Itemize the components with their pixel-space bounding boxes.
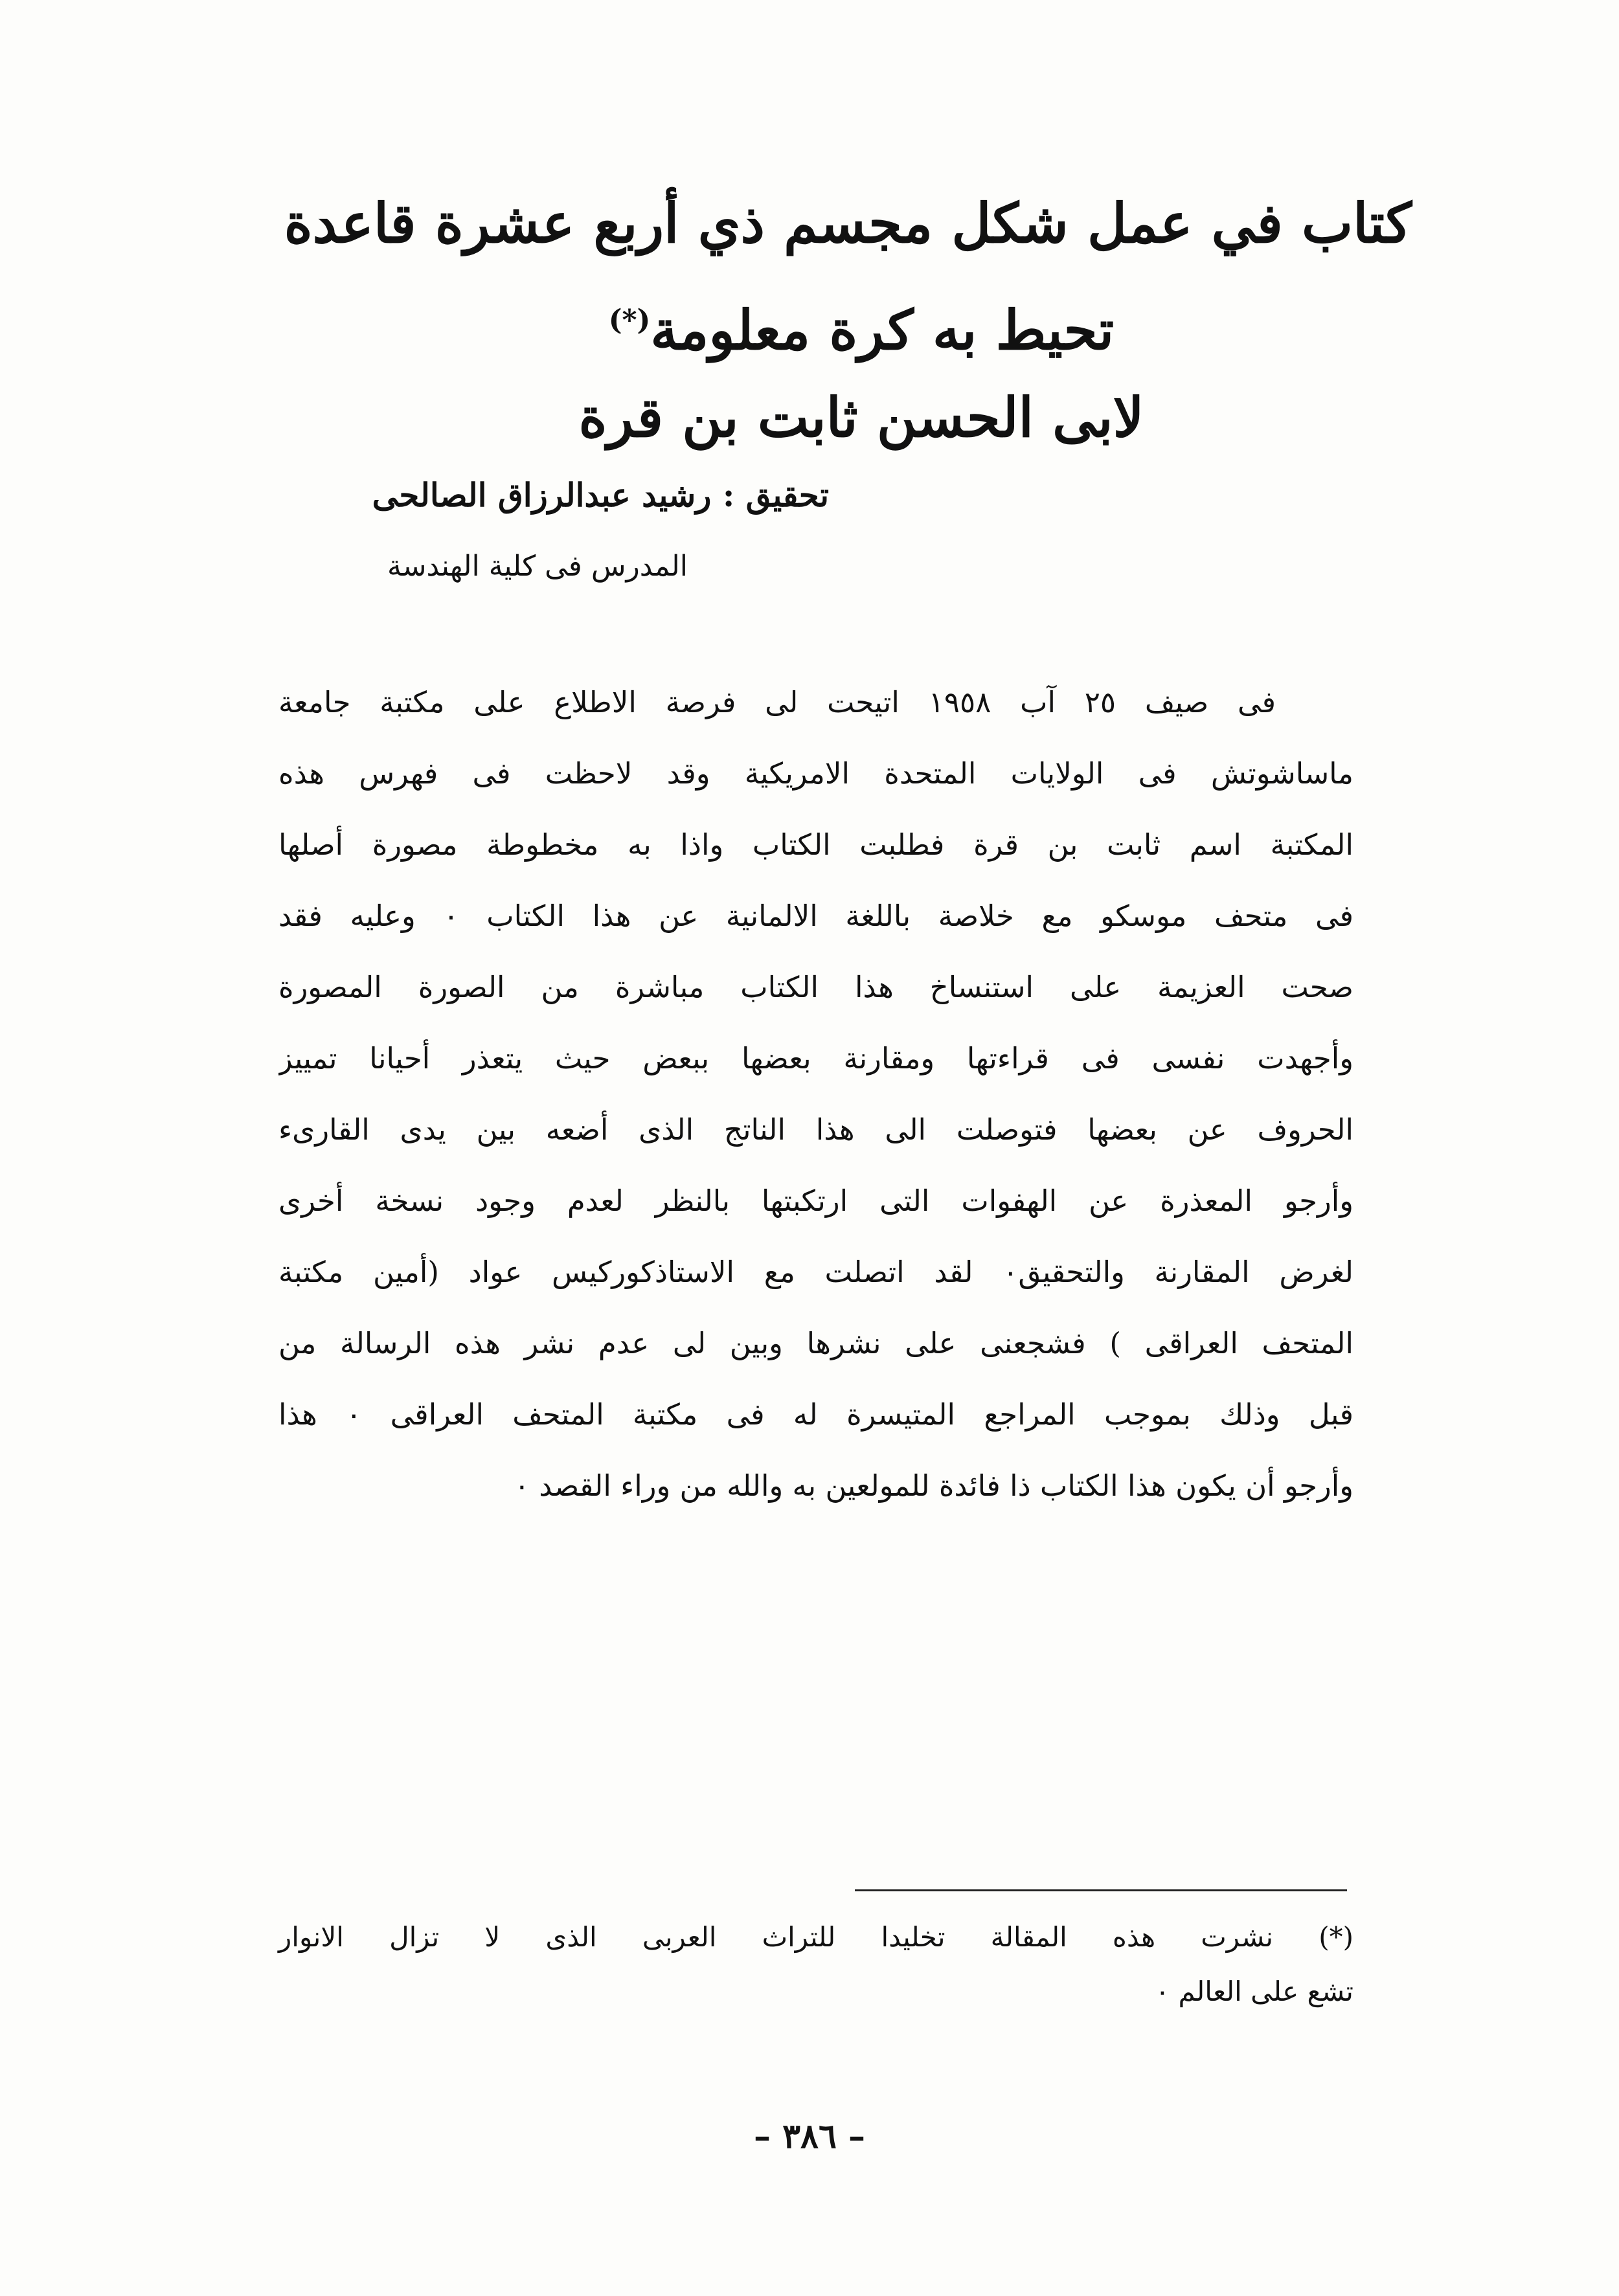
body-line: ماساشوتش فى الولايات المتحدة الامريكية وقد لاحظت فى فهرس هذه	[278, 756, 1353, 791]
body-line: المكتبة اسم ثابت بن قرة فطلبت الكتاب واذا به مخطوطة مصورة أصلها	[278, 827, 1353, 862]
footnote-line: (*) نشرت هذه المقالة تخليدا للتراث العربى الذى لا تزال الانوار	[278, 1921, 1353, 1953]
footnote	[278, 1910, 1353, 2019]
title-line-2-text: تحيط به كرة معلومة	[650, 298, 1115, 362]
title-line-1-text: كتاب في عمل شكل مجسم ذي أربع عشرة قاعدة	[284, 191, 1412, 255]
page-number: – ٣٨٦ –	[753, 2117, 865, 2156]
body-line: قبل وذلك بموجب المراجع المتيسرة له فى مكتبة المتحف العراقى ٠ هذا	[278, 1397, 1353, 1432]
body-line: الحروف عن بعضها فتوصلت الى هذا الناتج الذى أضعه بين يدى القارىء	[278, 1112, 1353, 1147]
body-line: لغرض المقارنة والتحقيق٠ لقد اتصلت مع الاستاذكوركيس عواد (أمين مكتبة	[278, 1255, 1353, 1289]
title-line-2	[311, 285, 1412, 366]
editor-affiliation: المدرس فى كلية الهندسة	[387, 550, 688, 583]
body-line: فى صيف ٢٥ آب ١٩٥٨ اتيحت لى فرصة الاطلاع على مكتبة جامعة	[278, 685, 1276, 719]
title-line-3	[311, 382, 1412, 453]
body-line: المتحف العراقى ) فشجعنى على نشرها وبين لى عدم نشر هذه الرسالة من	[278, 1326, 1353, 1360]
footnote-line: تشع على العالم ٠	[1155, 1975, 1353, 2007]
body-line: وأرجو أن يكون هذا الكتاب ذا فائدة للمولعين به والله من وراء القصد ٠	[514, 1469, 1353, 1503]
body-line: صحت العزيمة على استنساخ هذا الكتاب مباشرة من الصورة المصورة	[278, 970, 1353, 1004]
body-line: وأجهدت نفسى فى قراءتها ومقارنة بعضها ببعض حيث يتعذر أحيانا تمييز	[278, 1041, 1353, 1075]
body-line: وأرجو المعذرة عن الهفوات التى ارتكبتها بالنظر لعدم وجود نسخة أخرى	[278, 1184, 1353, 1218]
body-line: فى متحف موسكو مع خلاصة باللغة الالمانية عن هذا الكتاب ٠ وعليه فقد	[278, 899, 1353, 933]
footnote-divider	[855, 1889, 1347, 1891]
body-paragraph	[278, 667, 1353, 1522]
footnote-marker: (*)	[608, 304, 651, 337]
editor-credit: تحقيق : رشيد عبدالرزاق الصالحى	[372, 476, 829, 514]
title-line-1	[284, 188, 1412, 259]
author-name: لابى الحسن ثابت بن قرة	[578, 385, 1144, 449]
